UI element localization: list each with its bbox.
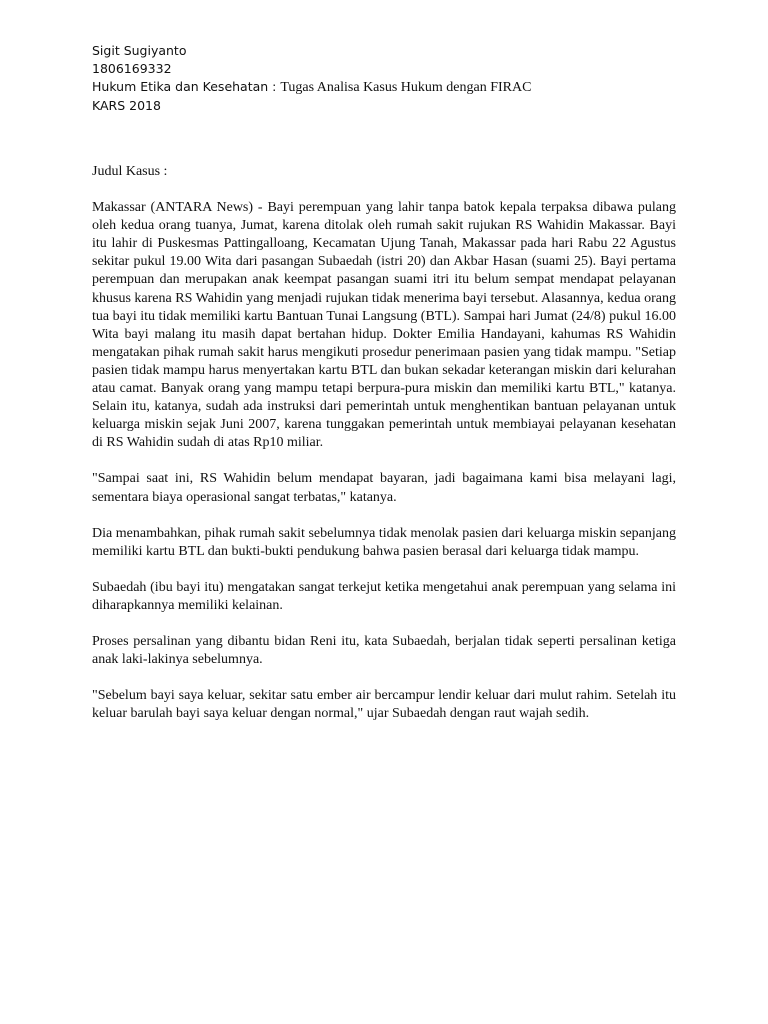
case-title: Judul Kasus : (92, 164, 168, 179)
document-header (92, 42, 692, 115)
program-name: KARS 2018 (92, 98, 161, 113)
assignment-title: Tugas Analisa Kasus Hukum dengan FIRAC (280, 80, 532, 95)
paragraph: Proses persalinan yang dibantu bidan Reni itu, kata Subaedah, berjalan tidak seperti persalinan ketiga anak laki-lakinya sebelumnya. (92, 633, 676, 668)
student-id: 1806169332 (92, 61, 172, 76)
paragraph: Dia menambahkan, pihak rumah sakit sebelumnya tidak menolak pasien dari keluarga miskin sepanjang memiliki kartu BTL dan bukti-bukti pendukung bahwa pasien berasal dari keluarga tidak mampu. (92, 525, 676, 559)
paragraph: Makassar (ANTARA News) - Bayi perempuan yang lahir tanpa batok kepala terpaksa dibawa pulang oleh kedua orang tuanya, Jumat, karena ditolak oleh rumah sakit rujukan RS Wahidin Makassar. Bayi itu lahir di Puskesmas Pattingalloang, Kecamatan Ujung Tanah, Makassar pada hari Rabu 22 Agustus sekitar pukul 19.00 Wita dari pasangan Subaedah (istri 20) dan Akbar Hasan (suami 25). Bayi pertama perempuan dan merupakan anak keempat pasangan suami itri itu belum sempat mendapat pelayanan khusus karena RS Wahidin yang menjadi rujukan tidak menerima bayi tersebut. Alasannya, kedua orang tua bayi itu tidak memiliki kartu Bantuan Tunai Langsung (BTL). Sampai hari Jumat (24/8) pukul 16.00 Wita bayi malang itu masih dapat bertahan hidup. Dokter Emilia Handayani, kahumas RS Wahidin mengatakan pihak rumah sakit harus mengikuti prosedur penerimaan pasien yang tidak mampu. "Setiap pasien tidak mampu harus menyertakan kartu BTL dan bukan sekadar keterangan miskin dari kelurahan atau camat. Banyak orang yang mampu tetapi berpura-pura miskin dan memiliki kartu BTL," katanya. Selain itu, katanya, sudah ada instruksi dari pemerintah untuk menghentikan bantuan pelayanan untuk keluarga miskin sejak Juni 2007, karena tunggakan pemerintah untuk membiayai pelayanan kesehatan di RS Wahidin sudah di atas Rp10 miliar. (92, 200, 676, 451)
document-body (92, 163, 676, 741)
author-name: Sigit Sugiyanto (92, 43, 187, 58)
paragraph: "Sebelum bayi saya keluar, sekitar satu ember air bercampur lendir keluar dari mulut rahim. Setelah itu keluar barulah bayi saya keluar dengan normal," ujar Subaedah dengan raut wajah sedih. (92, 688, 676, 722)
paragraph: "Sampai saat ini, RS Wahidin belum mendapat bayaran, jadi bagaimana kami bisa melayani lagi, sementara biaya operasional sangat terbatas," katanya. (92, 471, 676, 505)
paragraph: Subaedah (ibu bayi itu) mengatakan sangat terkejut ketika mengetahui anak perempuan yang selama ini diharapkannya memiliki kelainan. (92, 579, 676, 613)
course-name: Hukum Etika dan Kesehatan : (92, 79, 281, 94)
course-line (92, 78, 692, 97)
